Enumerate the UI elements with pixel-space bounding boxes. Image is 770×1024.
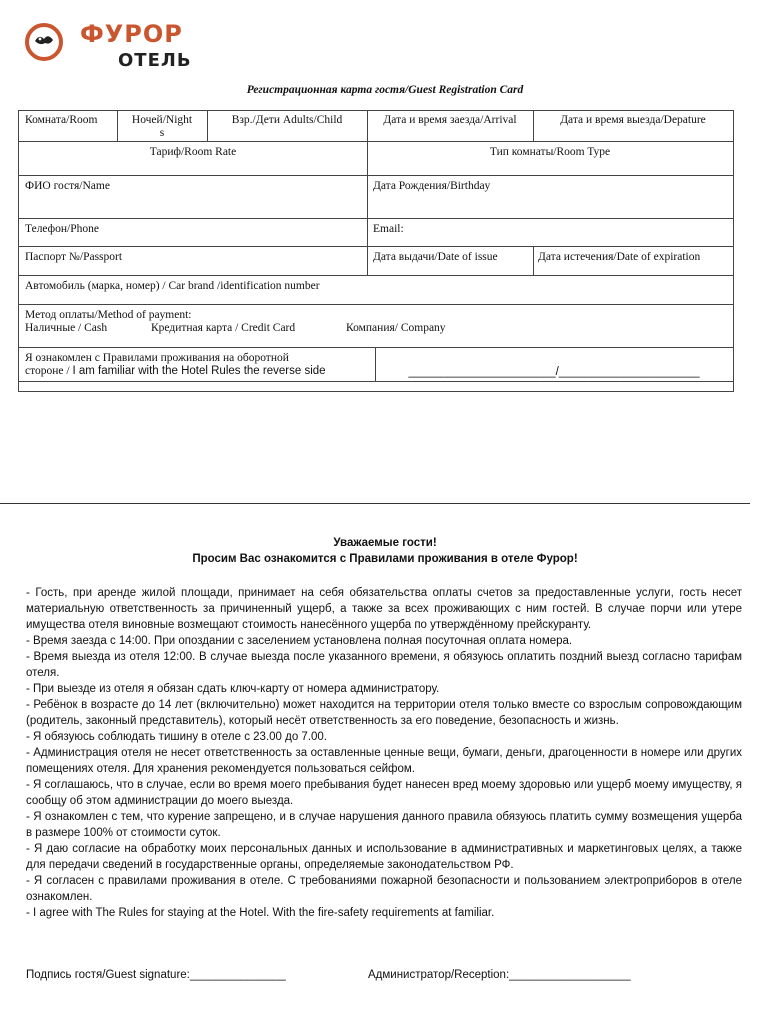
field-date-of-expiration[interactable]: Дата истечения/Date of expiration <box>538 251 701 263</box>
field-room[interactable]: Комната/Room <box>25 114 98 126</box>
field-phone[interactable]: Телефон/Phone <box>25 223 99 235</box>
field-arrival[interactable]: Дата и время заезда/Arrival <box>383 114 517 126</box>
field-nights[interactable] <box>117 111 207 143</box>
payment-option-cash[interactable]: Наличные / Cash <box>25 322 108 334</box>
payment-option-company[interactable]: Компания/ Company <box>346 322 446 334</box>
rules-acknowledgement-line-1: Я ознакомлен с Правилами проживания на оборотной <box>25 352 289 364</box>
payment-option-credit-card[interactable]: Кредитная карта / Credit Card <box>151 322 296 334</box>
rules-greeting: Уважаемые гости! <box>333 537 437 549</box>
rules-subtitle: Просим Вас ознакомится с Правилами проживания в отеле Фурор! <box>192 553 578 565</box>
field-nights-label-2: s <box>159 127 165 139</box>
rule-item: - Ребёнок в возрасте до 14 лет (включительно) может находится на территории отеля только вместе со взрослым сопровождающим (родитель, законный представитель), который несёт ответственность за его поведение, безопасность и жизнь. <box>26 699 742 727</box>
rule-item: - Я даю согласие на обработку моих персональных данных и использование в административных и маркетинговых целях, а также для передачи сведений в государственные органы, определяемые законодательством РФ. <box>26 843 742 871</box>
field-passport[interactable]: Паспорт №/Passport <box>25 251 123 263</box>
reception-signature-field[interactable]: Администратор/Reception:___________________ <box>368 969 631 981</box>
rules-acknowledgement <box>19 349 375 381</box>
rule-item: - Я ознакомлен с тем, что курение запрещено, и в случае нарушения данного правила обязуюсь платить сумму возмещения ущерба в размере 100% от стоимости суток. <box>26 811 742 839</box>
logo-emblem-icon <box>24 22 64 62</box>
form-title: Регистрационная карта гостя/Guest Registration Card <box>246 84 524 96</box>
field-adults-children[interactable]: Взр./Дети Adults/Child <box>231 114 343 126</box>
field-departure[interactable]: Дата и время выезда/Depature <box>560 114 706 126</box>
rule-item: - Я согласен с правилами проживания в отеле. С требованиями пожарной безопасности и пользованием электроприборов в отеле ознакомлен. <box>26 875 742 903</box>
rule-item: - Время заезда с 14:00. При опоздании с заселением установлена полная посуточная оплата номера. <box>26 635 573 647</box>
rules-acknowledgement-ru: стороне / <box>25 365 73 377</box>
field-room-rate[interactable]: Тариф/Room Rate <box>149 146 237 158</box>
acknowledgement-signature-line[interactable]: _______________________/______________________ <box>408 366 700 378</box>
payment-method-label: Метод оплаты/Method of payment: <box>25 309 192 321</box>
registration-form <box>18 110 734 392</box>
guest-signature-field[interactable]: Подпись гостя/Guest signature:_______________ <box>26 969 286 981</box>
rule-item: - Гость, при аренде жилой площади, принимает на себя обязательства оплаты счетов за предоставленные услуги, гость несет материальную ответственность за причиненный ущерб, а также за всех проживающих с ним гостей. В случае порчи или утере имущества отеля виновные возмещают стоимость нанесённого ущерба по утверждённому прейскуранту. <box>26 587 742 631</box>
rule-item: - Время выезда из отеля 12:00. В случае выезда после указанного времени, я обязуюсь оплатить поздний выезд согласно тарифам отеля. <box>26 651 742 679</box>
section-divider <box>0 503 750 504</box>
field-name[interactable]: ФИО гостя/Name <box>25 180 110 192</box>
payment-method-section <box>19 306 733 339</box>
rules-list <box>26 585 742 921</box>
field-car[interactable]: Автомобиль (марка, номер) / Car brand /identification number <box>25 280 320 292</box>
rule-item: - При выезде из отеля я обязан сдать ключ-карту от номера администратору. <box>26 683 440 695</box>
rule-item: - I agree with The Rules for staying at the Hotel. With the fire-safety requirements at familiar. <box>26 907 495 919</box>
field-birthday[interactable]: Дата Рождения/Birthday <box>373 180 491 192</box>
logo-word-furor: ФУРОР <box>80 20 183 48</box>
rule-item: - Администрация отеля не несет ответственность за оставленные ценные вещи, бумаги, деньги, драгоценности в номере или других помещениях отеля. Для хранения рекомендуется пользоваться сейфом. <box>26 747 742 775</box>
hotel-logo <box>24 20 194 74</box>
field-email[interactable]: Email: <box>373 223 404 235</box>
field-nights-label-1: Ночей/Night <box>131 114 193 126</box>
rules-acknowledgement-en: I am familiar with the Hotel Rules the reverse side <box>72 365 326 377</box>
logo-word-hotel: ОТЕЛЬ <box>118 50 192 71</box>
rule-item: - Я соглашаюсь, что в случае, если во время моего пребывания будет нанесен вред моему здоровью или ущерб моему имуществу, я сообщу об этом администрации до моего выезда. <box>26 779 742 807</box>
rule-item: - Я обязуюсь соблюдать тишину в отеле с 23.00 до 7.00. <box>26 731 328 743</box>
field-date-of-issue[interactable]: Дата выдачи/Date of issue <box>373 251 498 263</box>
field-room-type[interactable]: Тип комнаты/Room Type <box>489 146 611 158</box>
